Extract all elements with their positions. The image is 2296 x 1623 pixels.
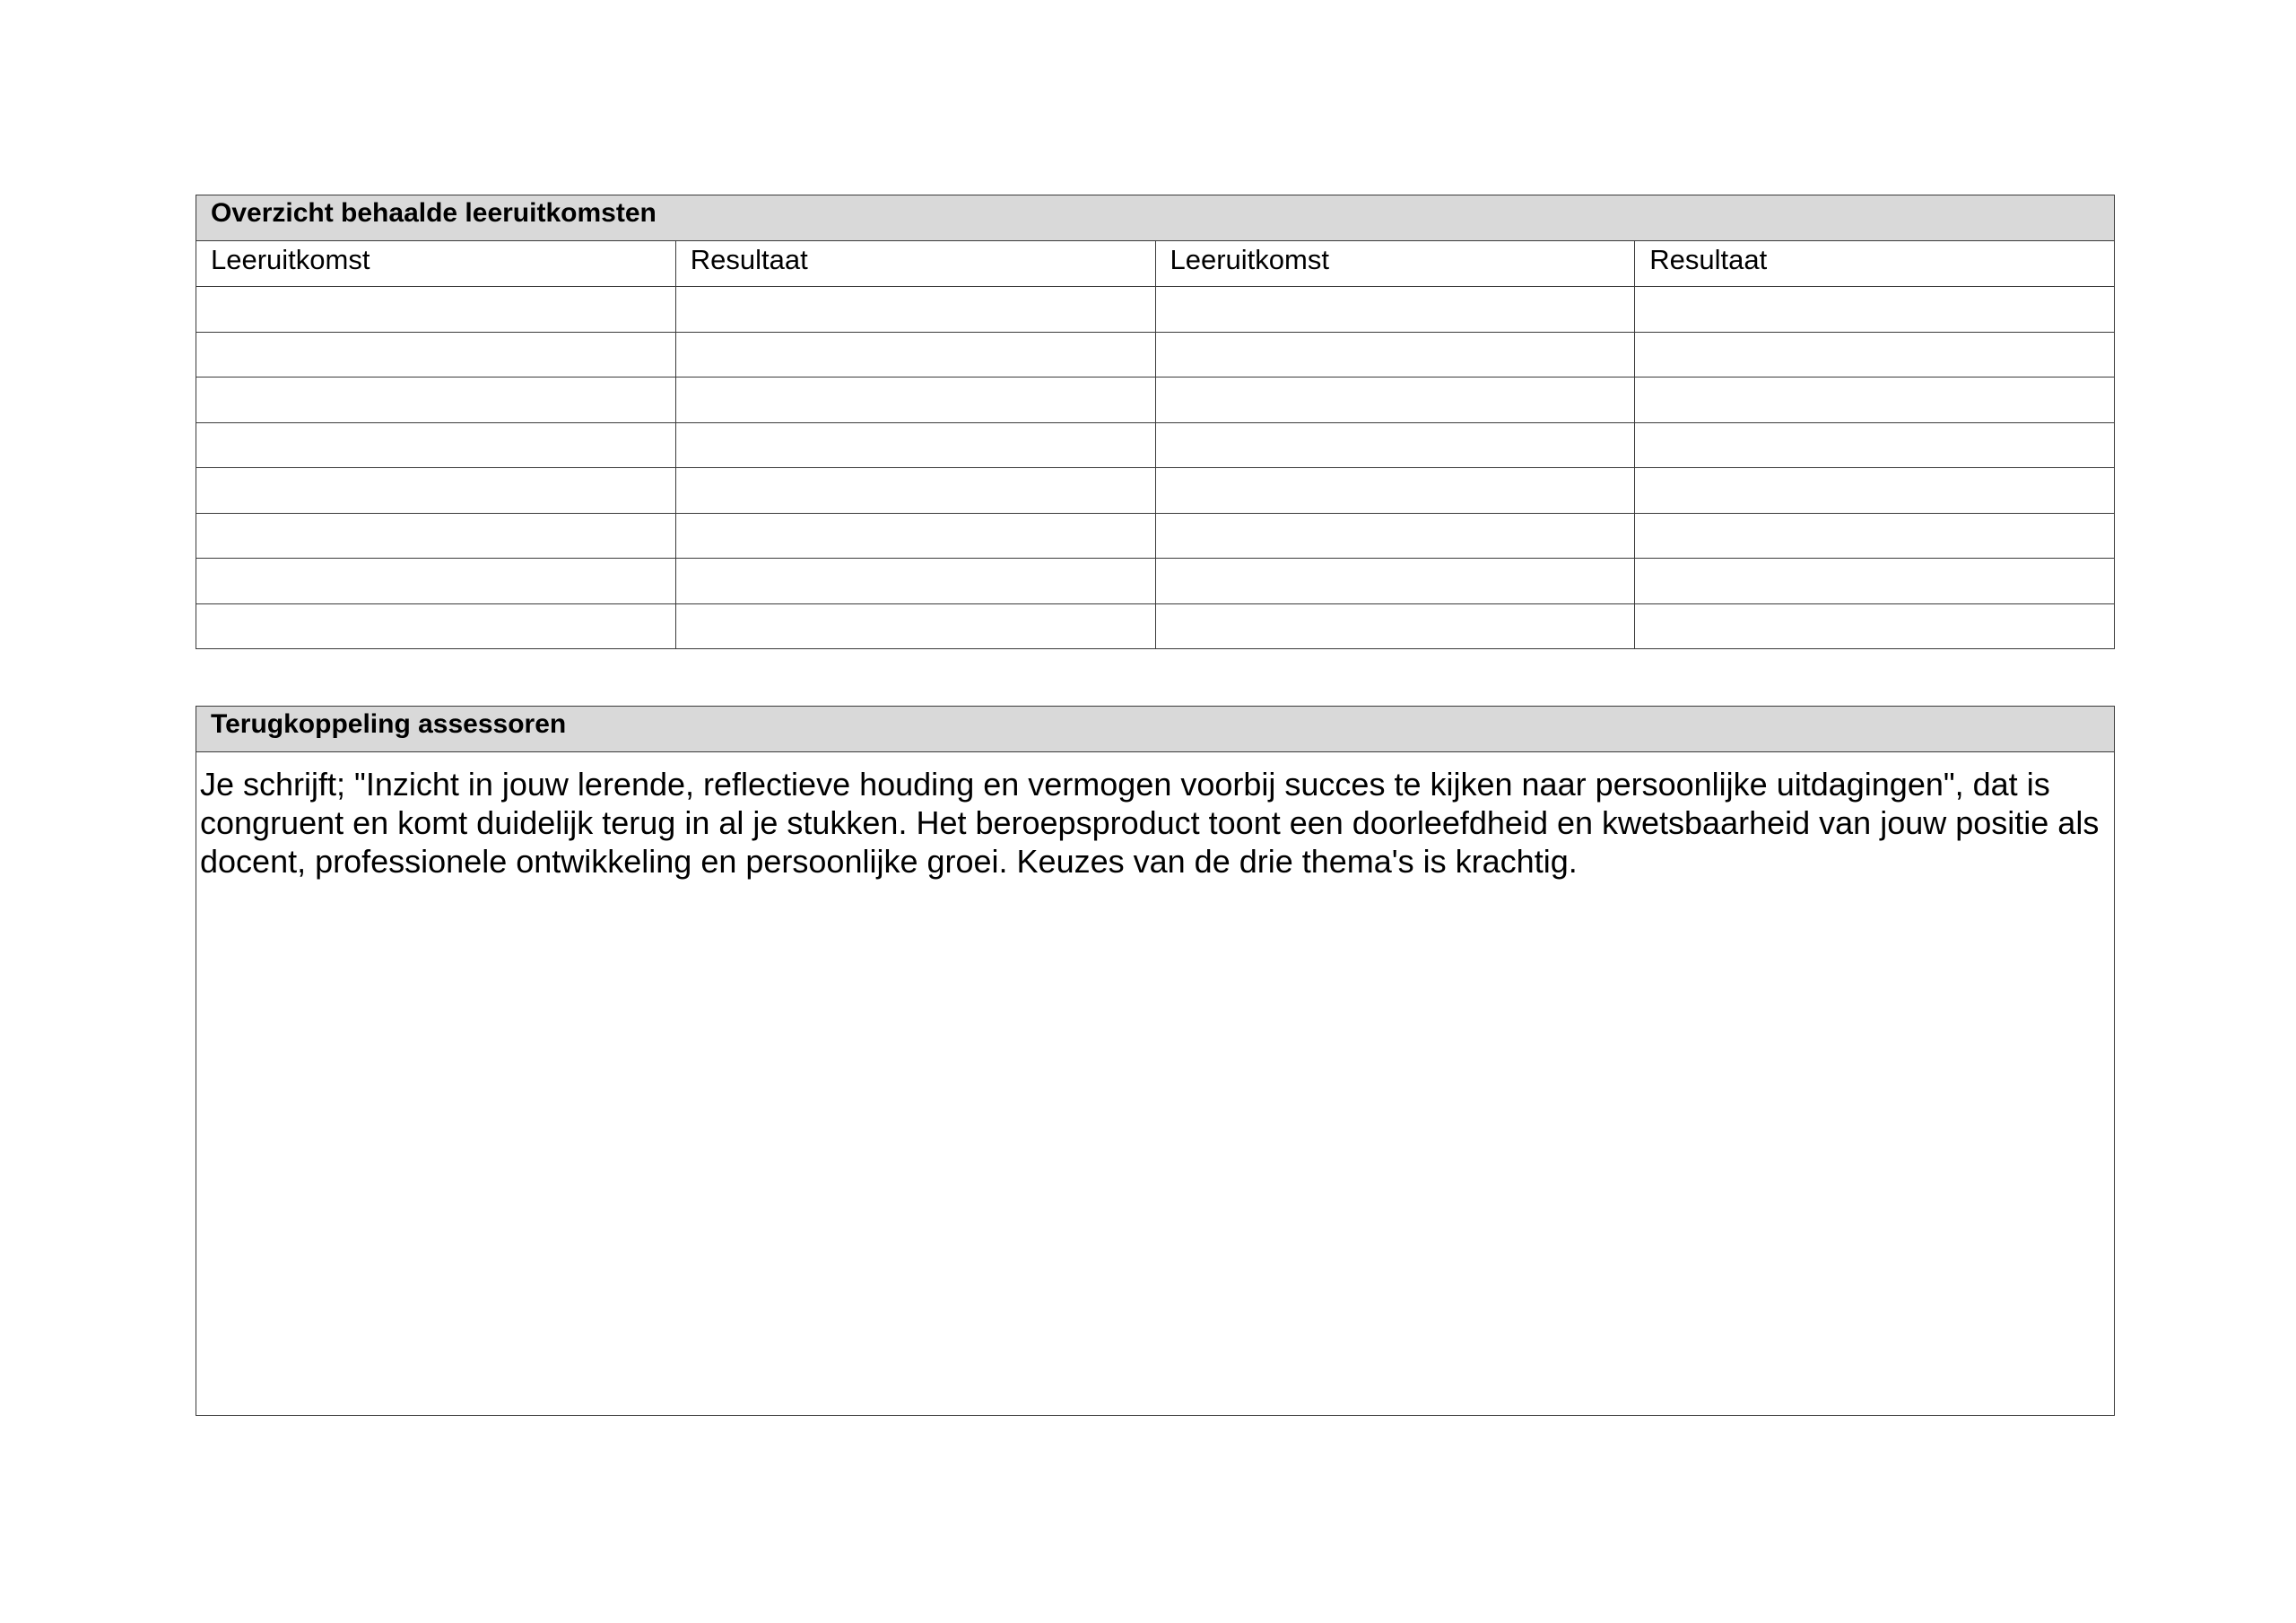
table-cell[interactable] [196,559,676,604]
table-cell[interactable] [1155,332,1635,378]
table-cell[interactable] [1155,378,1635,423]
table-cell[interactable] [1635,559,2115,604]
table-cell[interactable] [196,513,676,559]
table-cell[interactable] [675,468,1155,514]
table-cell[interactable] [196,332,676,378]
table-cell[interactable] [1155,603,1635,649]
table-cell[interactable] [1155,422,1635,468]
feedback-body-row [196,752,2115,1416]
table-cell[interactable] [675,422,1155,468]
table-row [196,559,2115,604]
table-cell[interactable] [1635,468,2115,514]
table-cell[interactable] [196,422,676,468]
table-cell[interactable] [1635,287,2115,333]
table-row [196,422,2115,468]
table-cell[interactable] [1635,332,2115,378]
feedback-text[interactable]: Je schrijft; "Inzicht in jouw lerende, reflectieve houding en vermogen voorbij succes te kijken naar persoonlijke uitdagingen", dat is congruent en komt duidelijk terug in al je stukken. Het beroepsproduct toont een doorleefdheid en kwetsbaarheid van jouw positie als docent, professionele ontwikkeling en persoonlijke groei. Keuzes van de drie thema's is krachtig. [196,752,2115,1416]
column-header-leeruitkomst-1: Leeruitkomst [196,241,676,287]
table-cell[interactable] [675,332,1155,378]
table-cell[interactable] [196,287,676,333]
table-cell[interactable] [1155,513,1635,559]
table-cell[interactable] [196,468,676,514]
table-row [196,513,2115,559]
column-header-resultaat-1: Resultaat [675,241,1155,287]
table-cell[interactable] [675,378,1155,423]
feedback-header-row [196,707,2115,752]
table-cell[interactable] [1155,468,1635,514]
table-cell[interactable] [1635,513,2115,559]
table-row [196,378,2115,423]
table-cell[interactable] [196,603,676,649]
feedback-table [196,706,2115,1416]
feedback-title: Terugkoppeling assessoren [196,707,2115,752]
outcomes-header-row [196,195,2115,241]
table-row [196,287,2115,333]
table-cell[interactable] [675,513,1155,559]
outcomes-table [196,195,2115,649]
table-row [196,603,2115,649]
outcomes-title: Overzicht behaalde leeruitkomsten [196,195,2115,241]
table-cell[interactable] [1635,378,2115,423]
outcomes-column-header-row [196,241,2115,287]
table-cell[interactable] [1155,287,1635,333]
table-cell[interactable] [675,603,1155,649]
table-row [196,332,2115,378]
table-cell[interactable] [675,559,1155,604]
table-cell[interactable] [1635,422,2115,468]
table-cell[interactable] [196,378,676,423]
table-row [196,468,2115,514]
table-cell[interactable] [675,287,1155,333]
table-cell[interactable] [1635,603,2115,649]
column-header-resultaat-2: Resultaat [1635,241,2115,287]
table-cell[interactable] [1155,559,1635,604]
column-header-leeruitkomst-2: Leeruitkomst [1155,241,1635,287]
